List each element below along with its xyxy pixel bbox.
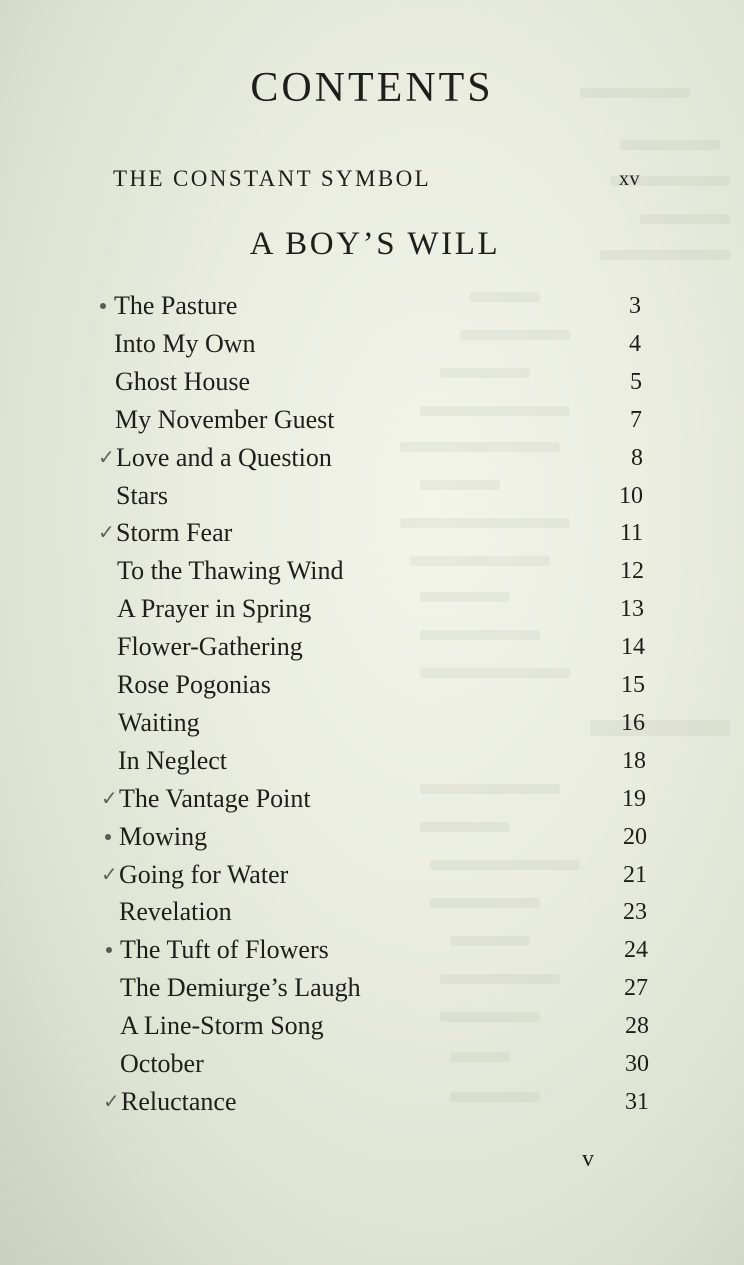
toc-entry — [0, 441, 744, 475]
toc-entry-title: To the Thawing Wind — [117, 556, 344, 585]
toc-entry-title: Reluctance — [121, 1087, 237, 1116]
toc-entry — [0, 1085, 744, 1119]
toc-entry-page-number: 11 — [619, 520, 643, 546]
toc-entry-page-number: 10 — [619, 483, 643, 509]
toc-entry-page-number: 28 — [625, 1013, 649, 1039]
front-matter-page-number: xv — [619, 168, 640, 190]
toc-entry-page-number: 23 — [623, 899, 647, 925]
pencil-dot-mark-icon — [100, 303, 106, 309]
toc-entry-page-number: 14 — [621, 634, 645, 660]
toc-entry-page-number: 13 — [620, 596, 644, 622]
pencil-check-mark-icon: ✓ — [98, 447, 115, 469]
toc-entry-title: Stars — [116, 481, 168, 510]
toc-entry — [0, 516, 744, 550]
toc-entry-title: A Line-Storm Song — [120, 1011, 324, 1040]
toc-entry-title: Flower-Gathering — [117, 632, 303, 661]
toc-entry-page-number: 7 — [630, 407, 642, 433]
toc-entry-title: Going for Water — [119, 860, 289, 889]
toc-entry-page-number: 15 — [621, 672, 645, 698]
section-heading: A BOY’S WILL — [249, 226, 501, 262]
pencil-check-mark-icon: ✓ — [101, 864, 118, 886]
toc-entry-page-number: 16 — [621, 710, 645, 736]
toc-entry — [0, 479, 744, 513]
toc-entry-page-number: 5 — [630, 369, 642, 395]
toc-entry-title: Revelation — [119, 897, 232, 926]
pencil-dot-mark-icon — [106, 947, 112, 953]
pencil-check-mark-icon: ✓ — [103, 1091, 120, 1113]
toc-entry — [0, 1009, 744, 1043]
toc-entry-page-number: 8 — [631, 445, 643, 471]
toc-entry-title: Into My Own — [114, 329, 256, 358]
pencil-check-mark-icon: ✓ — [101, 788, 118, 810]
toc-entry — [0, 403, 744, 437]
toc-entry — [0, 630, 744, 664]
toc-entry-page-number: 3 — [629, 293, 641, 319]
toc-entry — [0, 706, 744, 740]
toc-entry-title: In Neglect — [118, 746, 228, 775]
toc-entry-title: My November Guest — [115, 405, 335, 434]
folio-page-number: v — [582, 1146, 594, 1172]
toc-entry-page-number: 27 — [624, 975, 648, 1001]
toc-entry-title: A Prayer in Spring — [117, 594, 312, 623]
toc-entry — [0, 971, 744, 1005]
pencil-check-mark-icon: ✓ — [98, 522, 115, 544]
toc-entry-page-number: 31 — [625, 1089, 649, 1115]
toc-entry — [0, 820, 744, 854]
toc-entry-page-number: 18 — [622, 748, 646, 774]
toc-entry-title: The Vantage Point — [119, 784, 311, 813]
toc-entry — [0, 668, 744, 702]
toc-entry — [0, 1047, 744, 1081]
toc-entry-title: Love and a Question — [116, 443, 332, 472]
toc-entry — [0, 895, 744, 929]
toc-entry — [0, 933, 744, 967]
toc-entry-title: Mowing — [119, 822, 208, 851]
toc-entry-title: The Demiurge’s Laugh — [120, 973, 361, 1002]
toc-entry — [0, 327, 744, 361]
front-matter-entry — [113, 166, 640, 192]
toc-entry — [0, 554, 744, 588]
toc-entry — [0, 365, 744, 399]
toc-entry — [0, 289, 744, 323]
toc-entry-page-number: 24 — [624, 937, 648, 963]
toc-entry-title: The Tuft of Flowers — [120, 935, 329, 964]
toc-entry-page-number: 30 — [625, 1051, 649, 1077]
toc-entry — [0, 744, 744, 778]
toc-entry-title: Storm Fear — [116, 518, 233, 547]
front-matter-title: THE CONSTANT SYMBOL — [113, 166, 432, 191]
toc-entry-page-number: 20 — [623, 824, 647, 850]
toc-entry — [0, 782, 744, 816]
toc-entry-title: The Pasture — [114, 291, 238, 320]
toc-entry — [0, 592, 744, 626]
toc-entry — [0, 858, 744, 892]
toc-entry-page-number: 19 — [622, 786, 646, 812]
toc-entry-title: Waiting — [118, 708, 200, 737]
toc-entry-page-number: 21 — [623, 862, 647, 888]
pencil-dot-mark-icon — [105, 834, 111, 840]
toc-entry-page-number: 4 — [629, 331, 641, 357]
toc-entry-title: October — [120, 1049, 204, 1078]
toc-entry-title: Ghost House — [115, 367, 251, 396]
toc-entry-title: Rose Pogonias — [117, 670, 271, 699]
toc-entry-page-number: 12 — [620, 558, 644, 584]
page-title: CONTENTS — [250, 65, 494, 111]
